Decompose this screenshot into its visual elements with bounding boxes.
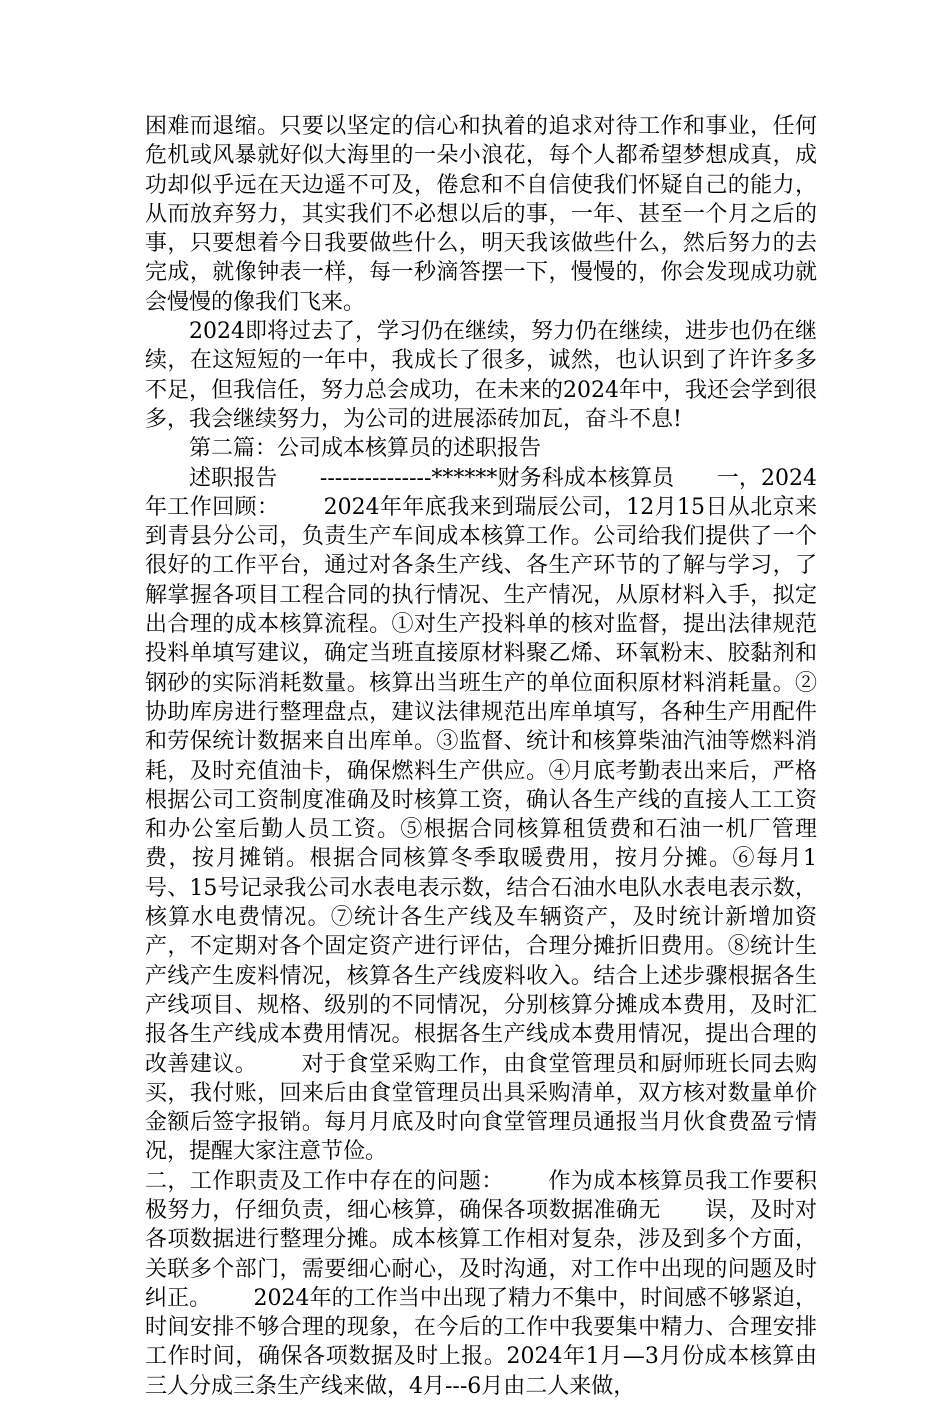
paragraph-work-review: 述职报告 ---------------******财务科成本核算员 一，2024年工作回顾： 2024年年底我来到瑞辰公司，12月15日从北京来到青县分公司，负责生产车间成本核算工作。公司给我们提供了一个很好的工作平台，通过对各条生产线、各生产环节的了解与学习，了解掌握各项目工程合同的执行情况、生产情况，从原材料入手，拟定出合理的成本核算流程。①对生产投料单的核对监督，提出法律规范投料单填写建议，确定当班直接原材料聚乙烯、环氧粉末、胶黏剂和钢砂的实际消耗数量。核算出当班生产的单位面积原材料消耗量。②协助库房进行整理盘点，建议法律规范出库单填写，各种生产用配件和劳保统计数据来自出库单。③监督、统计和核算柴油汽油等燃料消耗，及时充值油卡，确保燃料生产供应。④月底考勤表出来后，严格根据公司工资制度准确及时核算工资，确认各生产线的直接人工工资和办公室后勤人员工资。⑤根据合同核算租赁费和石油一机厂管理费，按月摊销。根据合同核算冬季取暖费用，按月分摊。⑥每月1号、15号记录我公司水表电表示数，结合石油水电队水表电表示数，核算水电费情况。⑦统计各生产线及车辆资产，及时统计新增加资产，不定期对各个固定资产进行评估，合理分摊折旧费用。⑧统计生产线产生废料情况，核算各生产线废料收入。结合上述步骤根据各生产线项目、规格、级别的不同情况，分别核算分摊成本费用，及时汇报各生产线成本费用情况。根据各生产线成本费用情况，提出合理的改善建议。 对于食堂采购工作，由食堂管理员和厨师班长同去购买，我付账，回来后由食堂管理员出具采购清单，双方核对数量单价金额后签字报销。每月月底及时向食堂管理员通报当月伙食费盈亏情况，提醒大家注意节俭。 — [145, 465, 817, 1165]
paragraph-duties-issues: 二，工作职责及工作中存在的问题： 作为成本核算员我工作要积极努力，仔细负责，细心核算，确保各项数据准确无 误，及时对各项数据进行整理分摊。成本核算工作相对复杂，涉及到多个方面，关联多个部门，需要细心耐心，及时沟通，对工作中出现的问题及时纠正。 2024年的工作当中出现了精力不集中，时间感不够紧迫，时间安排不够合理的现象，在今后的工作中我要集中精力、合理安排工作时间，确保各项数据及时上报。2024年1月—3月份成本核算由三人分成三条生产线来做，4月---6月由二人来做， — [145, 1168, 817, 1399]
paragraph-continuation: 困难而退缩。只要以坚定的信心和执着的追求对待工作和事业，任何危机或风暴就好似大海里的一朵小浪花，每个人都希望梦想成真，成功却似乎远在天边遥不可及，倦怠和不自信使我们怀疑自己的能力，从而放弃努力，其实我们不必想以后的事，一年、甚至一个月之后的事，只要想着今日我要做些什么，明天我该做些什么，然后努力的去完成，就像钟表一样，每一秒滴答摆一下，慢慢的，你会发现成功就会慢慢的像我们飞来。 — [145, 114, 817, 315]
document-body — [145, 112, 817, 1401]
paragraph-year-summary: 2024即将过去了，学习仍在继续，努力仍在继续，进步也仍在继续，在这短短的一年中，我成长了很多，诚然，也认识到了许许多多不足，但我信任，努力总会成功，在未来的2024年中，我还会学到很多，我会继续努力，为公司的进展添砖加瓦，奋斗不息! — [145, 319, 817, 432]
section-heading: 第二篇：公司成本核算员的述职报告 — [189, 436, 542, 462]
